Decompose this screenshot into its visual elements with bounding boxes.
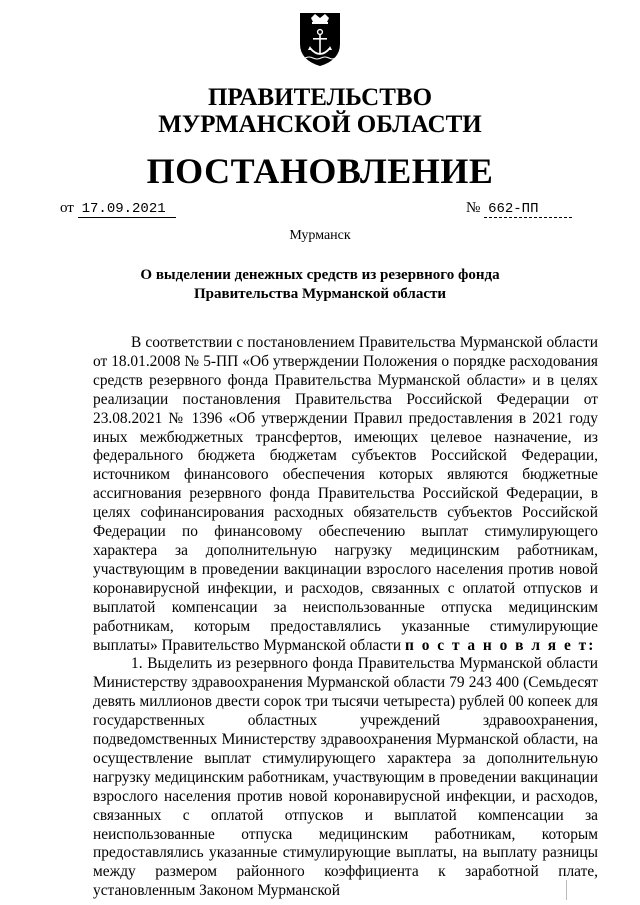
body-paragraph-2: 1. Выделить из резервного фонда Правительства Мурманской области Министерству здравоохранения Мурманской области 79 243 400 (Семьдесят девять миллионов двести сорок три тысячи четыреста) рублей 00 копеек для государственных областных учреждений здравоохранения, подведомственных Министерству здравоохранения Мурманской области, на осуществление выплат стимулирующего характера за дополнительную нагрузку медицинским работникам, участвующим в проведении вакцинации взрослого населения против новой коронавирусной инфекции, и расходов, связанных с оплатой отпусков и выплатой компенсации за неиспользованные отпуска медицинским работникам, которым предоставлялись указанные стимулирующие выплаты, на выплату разницы между размером районного коэффициента к заработной плате, установленным Законом Мурманской — [93, 655, 598, 900]
body-paragraph-1 — [93, 334, 598, 655]
date-prefix: от — [60, 200, 74, 216]
coat-of-arms-icon — [297, 10, 343, 68]
org-line-2: МУРМАНСКОЙ ОБЛАСТИ — [158, 111, 482, 138]
city-name: Мурманск — [289, 228, 351, 243]
number-prefix: № — [466, 200, 481, 216]
date-field — [60, 200, 176, 218]
document-body — [93, 334, 598, 901]
org-line-1: ПРАВИТЕЛЬСТВО — [207, 84, 433, 111]
organization-name — [0, 84, 640, 138]
preamble-text: В соответствии с постановлением Правительства Мурманской области от 18.01.2008 № 5-ПП «Об утверждении Положения о порядке расходования средств резервного фонда Правительства Мурманской области» и в целях реализации постановления Правительства Российской Федерации от 23.08.2021 № 1396 «Об утверждении Правил предоставления в 2021 году иных межбюджетных трансфертов, имеющих целевое назначение, из федерального бюджета бюджетам субъектов Российской Федерации, источником финансового обеспечения которых являются бюджетные ассигнования резервного фонда Правительства Российской Федерации, в целях софинансирования расходных обязательств субъектов Российской Федерации по финансовому обеспечению выплат стимулирующего характера за дополнительную нагрузку медицинским работникам, участвующим в проведении вакцинации взрослого населения против новой коронавирусной инфекции, и расходов, связанных с оплатой отпусков и выплатой компенсации за неиспользованные отпуска медицинским работникам, которым предоставлялись указанные стимулирующие выплаты» Правительство Мурманской области — [93, 334, 598, 654]
document-title — [0, 266, 640, 304]
resolution-verb: п о с т а н о в л я е т: — [405, 636, 596, 654]
title-line-2: Правительства Мурманской области — [193, 286, 447, 302]
document-type: ПОСТАНОВЛЕНИЕ — [146, 151, 494, 191]
number-field — [466, 200, 572, 218]
page-corner-mark — [566, 880, 585, 900]
number-value: 662-ПП — [484, 201, 572, 218]
date-value: 17.09.2021 — [78, 201, 176, 218]
title-line-1: О выделении денежных средств из резервного фонда — [140, 267, 500, 283]
